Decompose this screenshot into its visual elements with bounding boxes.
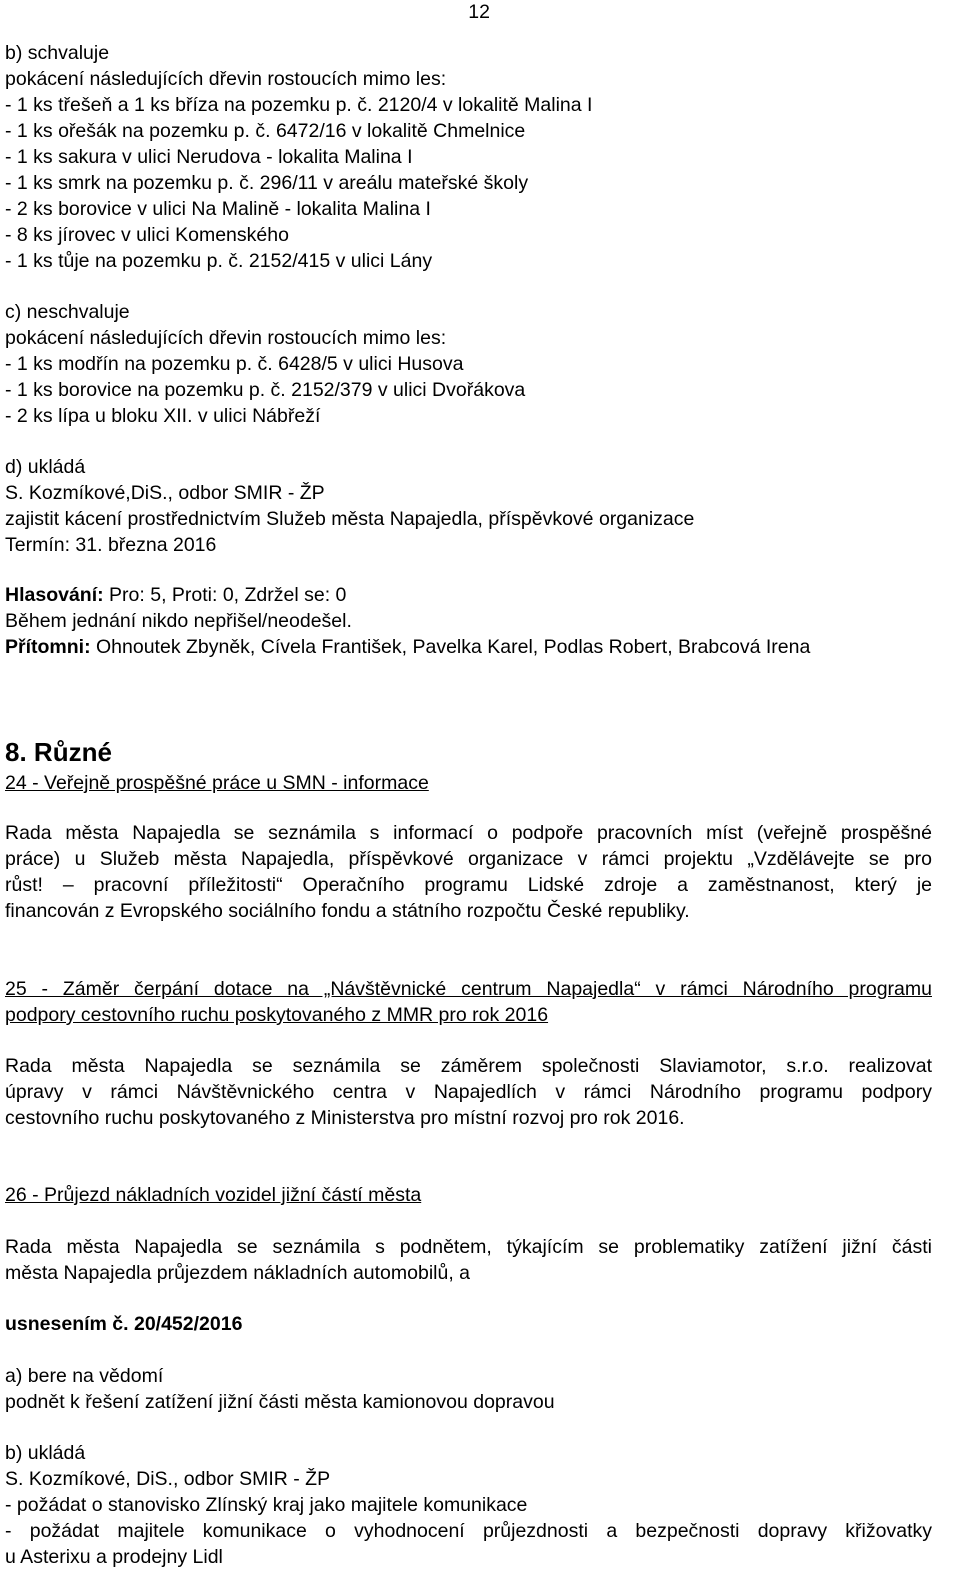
reject-line: - 1 ks borovice na pozemku p. č. 2152/379 v ulici Dvořákova (5, 379, 526, 401)
item-26-note (5, 1363, 932, 1415)
reject-section (5, 299, 932, 429)
voting-section (5, 582, 932, 660)
present-names: Ohnoutek Zbyněk, Cívela František, Pavelka Karel, Podlas Robert, Brabcová Irena (90, 636, 811, 658)
item-25-body (5, 1053, 932, 1131)
approve-heading: b) schvaluje (5, 42, 110, 64)
approve-line: - 1 ks ořešák na pozemku p. č. 6472/16 v lokalitě Chmelnice (5, 120, 526, 142)
item-25-line: úpravy v rámci Návštěvnického centra v Napajedlích v rámci Národního programu podpory (5, 1081, 932, 1103)
item-25-line: cestovního ruchu poskytovaného z Ministerstva pro místní rozvoj pro rok 2016. (5, 1107, 685, 1129)
section-heading (5, 736, 112, 768)
section-title: Různé (33, 737, 112, 767)
item-24-line: financován z Evropského sociálního fondu a státního rozpočtu České republiky. (5, 900, 690, 922)
item-25-title: podpory cestovního ruchu poskytovaného z MMR pro rok 2016 (5, 1004, 549, 1026)
voting-result: Pro: 5, Proti: 0, Zdržel se: 0 (103, 584, 347, 606)
assign-section (5, 454, 932, 558)
item-25-title: 25 - Záměr čerpání dotace na „Návštěvnické centrum Napajedla“ v rámci Národního programu (5, 978, 932, 1000)
item-24-body (5, 820, 932, 924)
reject-heading: c) neschvaluje (5, 301, 130, 323)
page-number: 12 (468, 1, 490, 23)
section-number: 8. (5, 737, 27, 767)
assign-line: S. Kozmíkové,DiS., odbor SMIR - ŽP (5, 482, 325, 504)
present-line (5, 634, 932, 660)
item-26-line: Rada města Napajedla se seznámila s podnětem, týkajícím se problematiky zatížení jižní části (5, 1236, 932, 1258)
assign-heading: d) ukládá (5, 456, 86, 478)
attendance-note: Během jednání nikdo nepřišel/neodešel. (5, 610, 352, 632)
voting-line (5, 582, 932, 608)
approve-line: - 1 ks tůje na pozemku p. č. 2152/415 v ulici Lány (5, 250, 433, 272)
item-26-line: města Napajedla průjezdem nákladních automobilů, a (5, 1262, 471, 1284)
item-24 (5, 770, 932, 796)
assign-heading: b) ukládá (5, 1442, 86, 1464)
approve-line: - 1 ks sakura v ulici Nerudova - lokalita Malina I (5, 146, 413, 168)
item-26-body (5, 1234, 932, 1286)
reject-line: pokácení následujících dřevin rostoucích mimo les: (5, 327, 447, 349)
assign-line: S. Kozmíkové, DiS., odbor SMIR - ŽP (5, 1468, 331, 1490)
note-heading: a) bere na vědomí (5, 1365, 164, 1387)
assign-line: - požádat o stanovisko Zlínský kraj jako majitele komunikace (5, 1494, 528, 1516)
resolution-number: usnesením č. 20/452/2016 (5, 1313, 243, 1335)
item-26-resolution (5, 1311, 932, 1337)
approve-line: pokácení následujících dřevin rostoucích mimo les: (5, 68, 447, 90)
approve-line: - 8 ks jírovec v ulici Komenského (5, 224, 289, 246)
approve-section (5, 40, 932, 274)
present-label: Přítomni: (5, 636, 91, 658)
item-25-line: Rada města Napajedla se seznámila se záměrem společnosti Slaviamotor, s.r.o. realizovat (5, 1055, 932, 1077)
item-26-assign (5, 1440, 932, 1570)
item-24-line: práce) u Služeb města Napajedla, příspěvkové organizace v rámci projektu „Vzdělávejte se pro (5, 848, 932, 870)
item-24-line: Rada města Napajedla se seznámila s informací o podpoře pracovních míst (veřejně prospěšné (5, 822, 932, 844)
item-26-title: 26 - Průjezd nákladních vozidel jižní částí města (5, 1184, 422, 1206)
item-24-line: růst! – pracovní příležitosti“ Operačního programu Lidské zdroje a zaměstnanost, který je (5, 874, 932, 896)
approve-line: - 1 ks třešeň a 1 ks bříza na pozemku p. č. 2120/4 v lokalitě Malina I (5, 94, 593, 116)
assign-line: u Asterixu a prodejny Lidl (5, 1546, 223, 1568)
approve-line: - 1 ks smrk na pozemku p. č. 296/11 v areálu mateřské školy (5, 172, 529, 194)
item-25 (5, 976, 932, 1028)
approve-line: - 2 ks borovice v ulici Na Malině - lokalita Malina I (5, 198, 431, 220)
voting-label: Hlasování: (5, 584, 104, 606)
reject-line: - 2 ks lípa u bloku XII. v ulici Nábřeží (5, 405, 321, 427)
note-text: podnět k řešení zatížení jižní části města kamionovou dopravou (5, 1391, 555, 1413)
assign-line: zajistit kácení prostřednictvím Služeb města Napajedla, příspěvkové organizace (5, 508, 695, 530)
assign-line: Termín: 31. března 2016 (5, 534, 217, 556)
item-24-title: 24 - Veřejně prospěšné práce u SMN - informace (5, 772, 429, 794)
reject-line: - 1 ks modřín na pozemku p. č. 6428/5 v ulici Husova (5, 353, 464, 375)
assign-line: - požádat majitele komunikace o vyhodnocení průjezdnosti a bezpečnosti dopravy křižovatky (5, 1520, 932, 1542)
item-26 (5, 1182, 932, 1208)
